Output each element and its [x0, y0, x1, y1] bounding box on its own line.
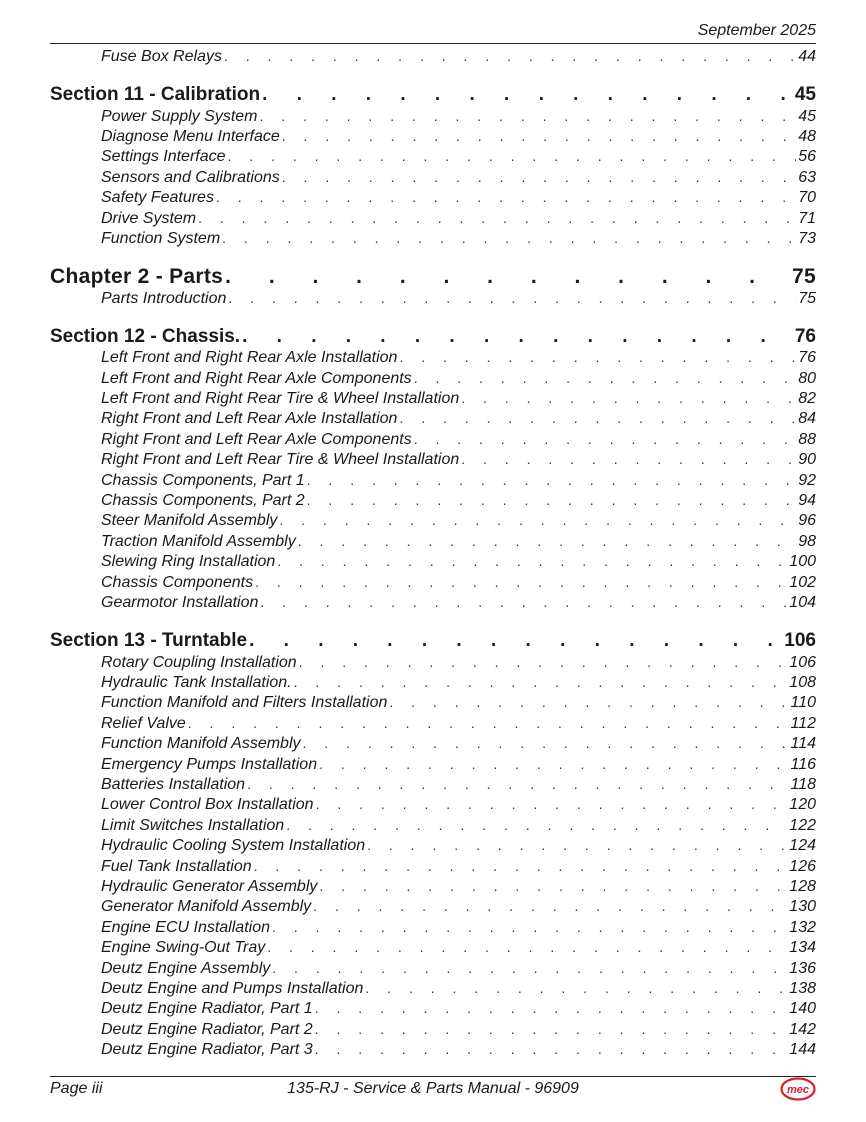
dot-leader — [224, 48, 796, 66]
toc-entry-title: Hydraulic Cooling System Installation — [50, 837, 365, 855]
toc-entry[interactable] — [50, 796, 816, 816]
toc-entry-page: 124 — [789, 837, 816, 854]
toc-entry-title: Deutz Engine Radiator, Part 3 — [50, 1041, 313, 1059]
dot-leader — [216, 189, 796, 207]
toc-entry-page: 112 — [790, 715, 816, 732]
dot-leader — [254, 858, 788, 876]
toc-entry-title: Diagnose Menu Interface — [50, 128, 280, 146]
toc-entry-page: 75 — [798, 290, 816, 307]
dot-leader — [272, 919, 787, 937]
dot-leader — [260, 594, 787, 612]
toc-entry-title: Batteries Installation — [50, 776, 245, 794]
footer-rule — [50, 1076, 816, 1077]
toc-entry[interactable] — [50, 674, 816, 694]
toc-entry[interactable] — [50, 148, 816, 168]
toc-entry[interactable] — [50, 451, 816, 471]
toc-entry[interactable] — [50, 694, 816, 714]
toc-entry-page: 138 — [789, 980, 816, 997]
dot-leader — [399, 349, 796, 367]
dot-leader — [315, 1021, 788, 1039]
dot-leader — [307, 472, 797, 490]
dot-leader — [315, 1041, 788, 1059]
toc-entry-page: 140 — [789, 1000, 816, 1017]
header-date: September 2025 — [697, 22, 816, 39]
toc-entry-page: 126 — [789, 858, 816, 875]
dot-leader — [303, 735, 789, 753]
footer-manual-title: 135-RJ - Service & Parts Manual - 96909 — [287, 1080, 579, 1097]
section-page: 106 — [784, 630, 816, 651]
toc-entry-title: Fuel Tank Installation — [50, 858, 252, 876]
toc-entry[interactable] — [50, 654, 816, 674]
toc-entry-page: 96 — [798, 512, 816, 529]
dot-leader — [414, 431, 797, 449]
toc-entry-page: 136 — [789, 960, 816, 977]
toc-entry-title: Traction Manifold Assembly — [50, 533, 296, 551]
toc-entry[interactable] — [50, 128, 816, 148]
toc-entry-page: 142 — [789, 1021, 816, 1038]
section-page: 45 — [794, 84, 816, 105]
toc-entry-title: Function Manifold and Filters Installation — [50, 694, 387, 712]
toc-entry-title: Left Front and Right Rear Axle Components — [50, 370, 412, 388]
toc-entry[interactable] — [50, 48, 816, 68]
toc-entry-title: Chassis Components, Part 2 — [50, 492, 305, 510]
section-title: Section 13 - Turntable — [50, 630, 248, 651]
toc-entry[interactable] — [50, 574, 816, 594]
dot-leader — [222, 230, 796, 248]
toc-entry-title: Chassis Components, Part 1 — [50, 472, 305, 490]
toc-entry-title: Settings Interface — [50, 148, 226, 166]
dot-leader — [247, 776, 788, 794]
toc-entry-page: 63 — [798, 169, 816, 186]
toc-entry-title: Engine Swing-Out Tray — [50, 939, 265, 957]
toc-entry[interactable] — [50, 980, 816, 1000]
toc-entry-title: Right Front and Left Rear Axle Installation — [50, 410, 397, 428]
toc-entry[interactable] — [50, 189, 816, 209]
dot-leader — [228, 148, 797, 166]
toc-entry-title: Drive System — [50, 210, 196, 228]
section-heading[interactable] — [50, 326, 816, 350]
toc-entry-title: Chassis Components — [50, 574, 253, 592]
chapter-title: Chapter 2 - Parts — [50, 265, 224, 288]
toc-entry-title: Right Front and Left Rear Axle Components — [50, 431, 412, 449]
dot-leader — [316, 796, 788, 814]
toc-entry[interactable] — [50, 1041, 816, 1061]
toc-entry[interactable] — [50, 349, 816, 369]
toc-entry-title: Safety Features — [50, 189, 214, 207]
dot-leader — [242, 326, 793, 348]
toc-entry[interactable] — [50, 210, 816, 230]
toc-entry-page: 118 — [790, 776, 816, 793]
dot-leader — [307, 492, 797, 510]
toc-entry-page: 80 — [798, 370, 816, 387]
toc-entry-page: 108 — [789, 674, 816, 691]
toc-entry[interactable] — [50, 533, 816, 553]
dot-leader — [299, 654, 788, 672]
toc-entry-page: 71 — [798, 210, 816, 227]
dot-leader — [319, 756, 788, 774]
toc-entry-title: Deutz Engine Radiator, Part 1 — [50, 1000, 313, 1018]
toc-entry[interactable] — [50, 715, 816, 735]
toc-entry[interactable] — [50, 1021, 816, 1041]
toc-entry-title: Hydraulic Generator Assembly — [50, 878, 317, 896]
dot-leader — [286, 817, 787, 835]
dot-leader — [461, 451, 796, 469]
toc-entry-title: Steer Manifold Assembly — [50, 512, 277, 530]
toc-entry-page: 70 — [798, 189, 816, 206]
section-heading[interactable] — [50, 84, 816, 108]
header-rule — [50, 43, 816, 44]
toc-entry-title: Function System — [50, 230, 220, 248]
toc-entry[interactable] — [50, 776, 816, 796]
dot-leader — [294, 674, 788, 692]
toc-entry[interactable] — [50, 1000, 816, 1020]
toc-entry-page: 100 — [789, 553, 816, 570]
toc-entry[interactable] — [50, 472, 816, 492]
dot-leader — [249, 630, 782, 652]
toc-entry-page: 120 — [789, 796, 816, 813]
toc-entry-page: 73 — [798, 230, 816, 247]
toc-entry-title: Generator Manifold Assembly — [50, 898, 311, 916]
toc-entry[interactable] — [50, 108, 816, 128]
toc-entry-page: 48 — [798, 128, 816, 145]
toc-entry-title: Rotary Coupling Installation — [50, 654, 297, 672]
chapter-heading[interactable] — [50, 265, 816, 291]
toc-entry-page: 84 — [798, 410, 816, 427]
dot-leader — [282, 169, 796, 187]
dot-leader — [279, 512, 796, 530]
toc-entry[interactable] — [50, 410, 816, 430]
toc-entry-title: Left Front and Right Rear Axle Installation — [50, 349, 397, 367]
dot-leader — [461, 390, 796, 408]
toc-entry-title: Hydraulic Tank Installation. — [50, 674, 292, 692]
dot-leader — [260, 108, 797, 126]
toc-entry[interactable] — [50, 735, 816, 755]
toc-entry-page: 94 — [798, 492, 816, 509]
toc-entry-title: Power Supply System — [50, 108, 258, 126]
toc-entry-page: 144 — [789, 1041, 816, 1058]
chapter-page: 75 — [792, 265, 816, 288]
toc-entry-page: 98 — [798, 533, 816, 550]
dot-leader — [389, 694, 788, 712]
toc-entry-title: Relief Valve — [50, 715, 186, 733]
toc-entry-page: 92 — [798, 472, 816, 489]
dot-leader — [315, 1000, 788, 1018]
toc-entry-title: Left Front and Right Rear Tire & Wheel Installation — [50, 390, 459, 408]
dot-leader — [298, 533, 796, 551]
toc-entry[interactable] — [50, 512, 816, 532]
toc-entry[interactable] — [50, 492, 816, 512]
toc-entry-page: 44 — [798, 48, 816, 65]
toc-entry-title: Parts Introduction — [50, 290, 226, 308]
toc-entry[interactable] — [50, 837, 816, 857]
footer-page-label: Page iii — [50, 1080, 103, 1097]
toc-entry-page: 134 — [789, 939, 816, 956]
toc-entry-title: Fuse Box Relays — [50, 48, 222, 66]
dot-leader — [277, 553, 787, 571]
toc-entry-page: 76 — [798, 349, 816, 366]
toc-entry-title: Right Front and Left Rear Tire & Wheel Installation — [50, 451, 459, 469]
toc-entry-page: 110 — [790, 694, 816, 711]
dot-leader — [267, 939, 787, 957]
toc-entry-title: Sensors and Calibrations — [50, 169, 280, 187]
toc-entry-title: Deutz Engine Radiator, Part 2 — [50, 1021, 313, 1039]
toc-entry-title: Deutz Engine and Pumps Installation — [50, 980, 363, 998]
toc-entry-title: Emergency Pumps Installation — [50, 756, 317, 774]
toc-entry-page: 116 — [790, 756, 816, 773]
logo-text: mec — [786, 1084, 810, 1096]
toc-entry[interactable] — [50, 169, 816, 189]
dot-leader — [414, 370, 797, 388]
toc-entry[interactable] — [50, 898, 816, 918]
toc-entry[interactable] — [50, 370, 816, 390]
mec-logo — [780, 1077, 816, 1101]
toc-entry-page: 106 — [789, 654, 816, 671]
section-title: Section 12 - Chassis. — [50, 326, 241, 347]
toc-entry-title: Limit Switches Installation — [50, 817, 284, 835]
dot-leader — [399, 410, 796, 428]
toc-entry-page: 114 — [790, 735, 816, 752]
section-title: Section 11 - Calibration — [50, 84, 261, 105]
toc-entry-title: Deutz Engine Assembly — [50, 960, 270, 978]
dot-leader — [255, 574, 787, 592]
toc-entry-page: 132 — [789, 919, 816, 936]
toc-entry-title: Gearmotor Installation — [50, 594, 258, 612]
section-heading[interactable] — [50, 630, 816, 654]
dot-leader — [319, 878, 787, 896]
toc-entry-page: 122 — [789, 817, 816, 834]
toc-entry-page: 88 — [798, 431, 816, 448]
dot-leader — [225, 265, 790, 289]
toc-entry-title: Function Manifold Assembly — [50, 735, 301, 753]
toc-entry-title: Slewing Ring Installation — [50, 553, 275, 571]
toc-entry[interactable] — [50, 817, 816, 837]
toc-entry[interactable] — [50, 756, 816, 776]
dot-leader — [365, 980, 787, 998]
toc-entry[interactable] — [50, 594, 816, 614]
dot-leader — [272, 960, 787, 978]
toc-entry[interactable] — [50, 960, 816, 980]
dot-leader — [367, 837, 787, 855]
toc-entry-page: 90 — [798, 451, 816, 468]
dot-leader — [188, 715, 789, 733]
toc-entry[interactable] — [50, 878, 816, 898]
dot-leader — [313, 898, 787, 916]
toc-entry[interactable] — [50, 919, 816, 939]
toc-entry-page: 82 — [798, 390, 816, 407]
toc-entry-page: 45 — [798, 108, 816, 125]
toc-entry-page: 102 — [789, 574, 816, 591]
toc-entry-page: 104 — [789, 594, 816, 611]
toc-entry[interactable] — [50, 858, 816, 878]
toc-entry[interactable] — [50, 939, 816, 959]
toc-entry[interactable] — [50, 230, 816, 250]
toc-entry-page: 130 — [789, 898, 816, 915]
toc-entry[interactable] — [50, 431, 816, 451]
dot-leader — [262, 84, 793, 106]
section-page: 76 — [794, 326, 816, 347]
toc-entry-page: 56 — [798, 148, 816, 165]
toc-entry[interactable] — [50, 553, 816, 573]
toc-entry-page: 128 — [789, 878, 816, 895]
toc-entry[interactable] — [50, 390, 816, 410]
toc-entry[interactable] — [50, 290, 816, 310]
dot-leader — [198, 210, 796, 228]
dot-leader — [282, 128, 796, 146]
toc-entry-title: Engine ECU Installation — [50, 919, 270, 937]
dot-leader — [228, 290, 796, 308]
toc-entry-title: Lower Control Box Installation — [50, 796, 314, 814]
